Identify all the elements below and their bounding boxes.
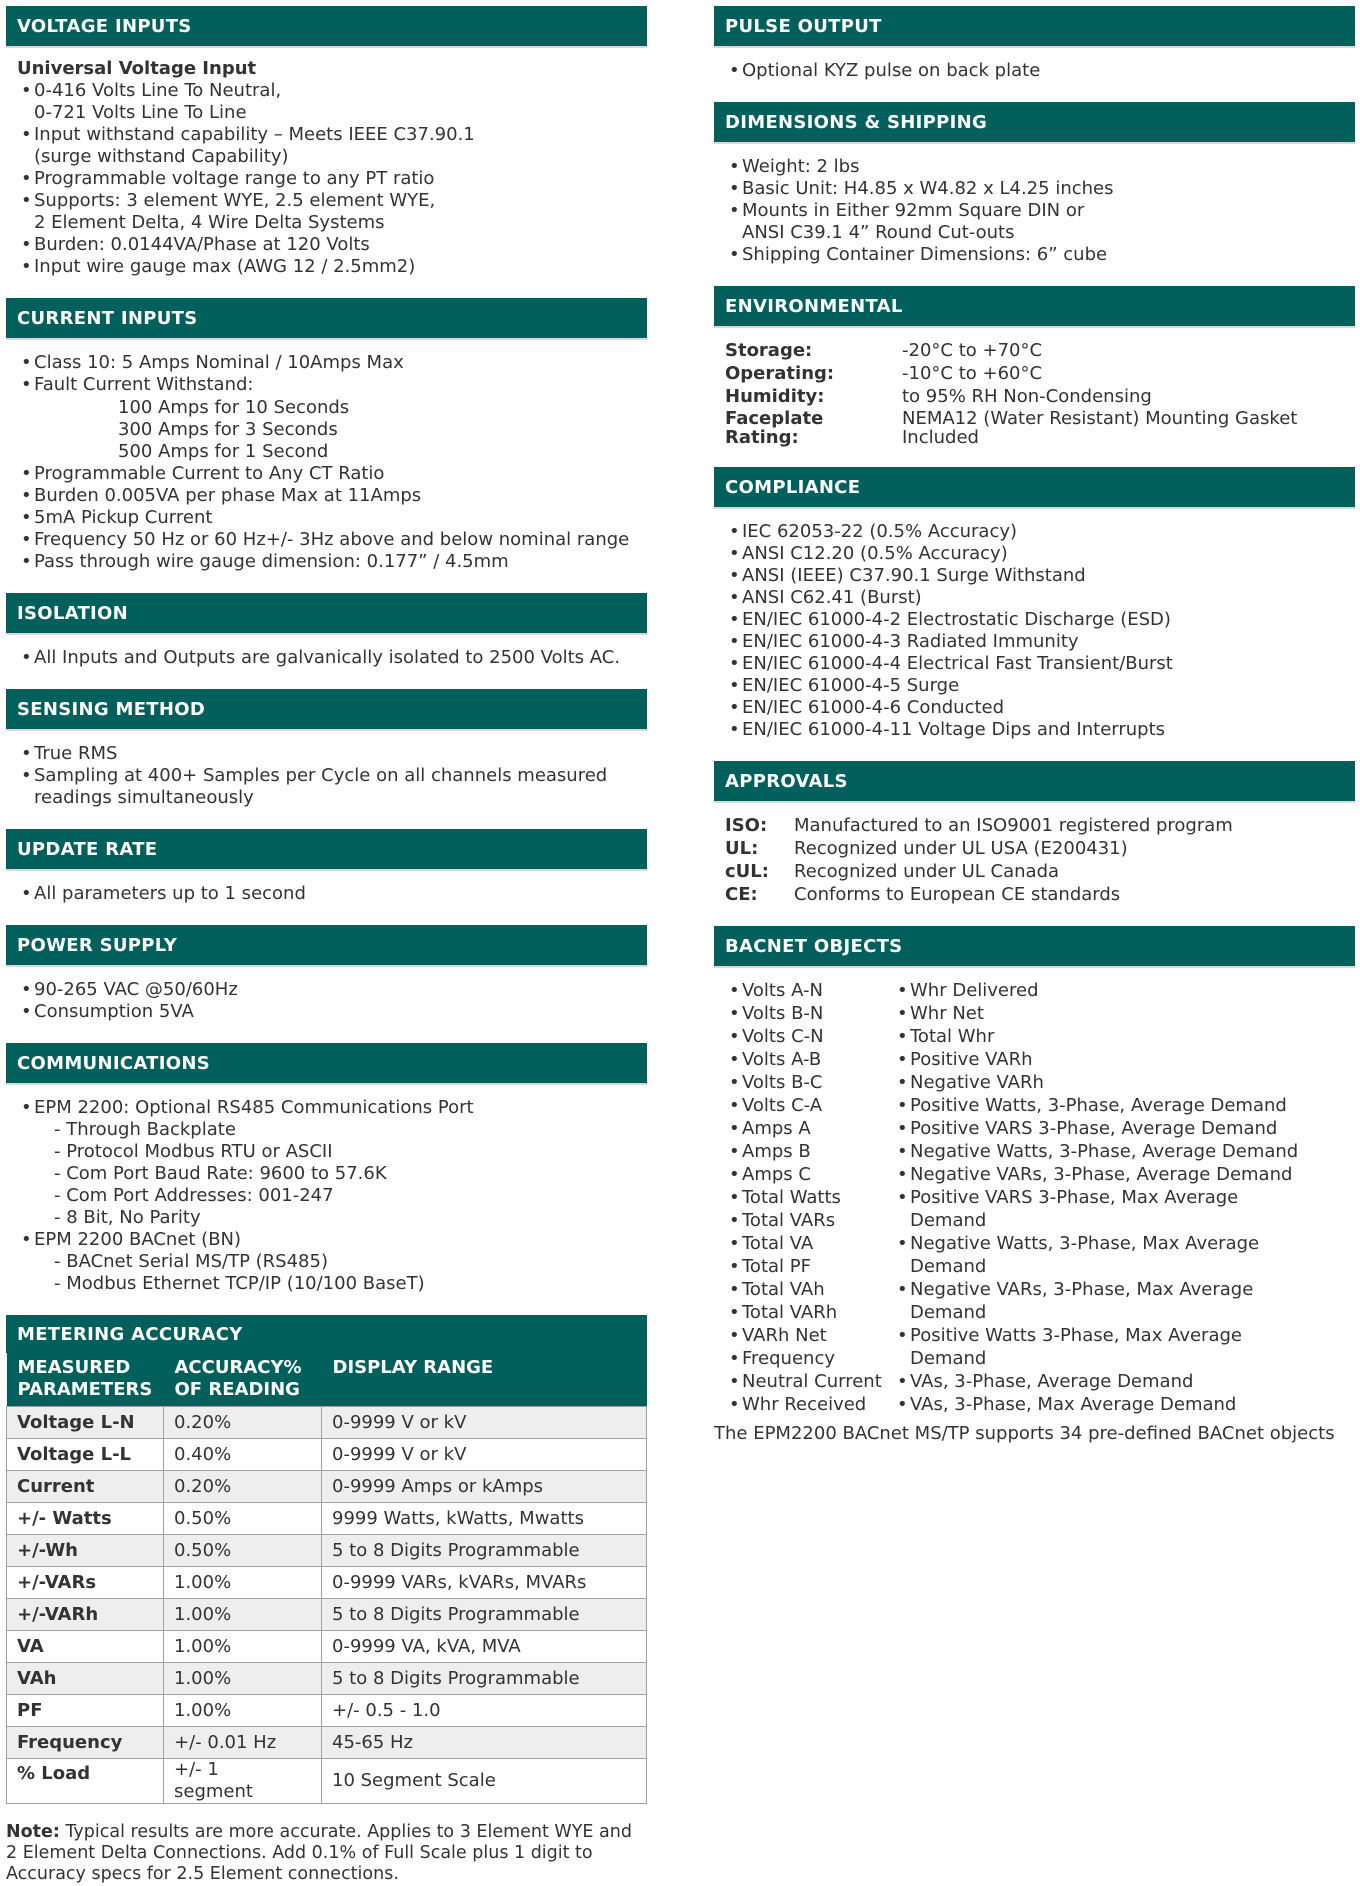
- env-label: Storage:: [725, 340, 813, 361]
- withstand-line: 100 Amps for 10 Seconds: [118, 397, 350, 418]
- list-item: • Optional KYZ pulse on back plate: [725, 60, 1347, 82]
- sub-item: - Com Port Baud Rate: 9600 to 57.6K: [34, 1163, 639, 1185]
- environmental-section: [714, 286, 1355, 447]
- column-header: MEASURED PARAMETERS: [7, 1353, 164, 1407]
- section-header: POWER SUPPLY: [6, 925, 647, 967]
- metering-accuracy-table: [6, 1353, 647, 1804]
- approval-value: Conforms to European CE standards: [794, 884, 1121, 905]
- section-header: COMPLIANCE: [714, 467, 1355, 509]
- list-item: • Pass through wire gauge dimension: 0.177” / 4.5mm: [17, 551, 639, 573]
- list-item: • Total PF: [725, 1256, 893, 1278]
- bacnet-objects-list: [725, 980, 1347, 1417]
- list-item: • Burden: 0.0144VA/Phase at 120 Volts: [17, 234, 639, 256]
- sensing-method-section: [6, 689, 647, 809]
- sub-item: - Through Backplate: [34, 1119, 639, 1141]
- bacnet-footer-note: The EPM2200 BACnet MS/TP supports 34 pre-defined BACnet objects: [714, 1423, 1335, 1444]
- left-column: [6, 6, 647, 1885]
- table-header-row: [7, 1353, 647, 1407]
- table-row: VA 1.00% 0-9999 VA, kVA, MVA: [7, 1631, 647, 1663]
- list-item: • Programmable Current to Any CT Ratio: [17, 463, 639, 485]
- list-item: • ANSI C62.41 (Burst): [725, 587, 1347, 609]
- list-item: • EN/IEC 61000-4-2 Electrostatic Discharge (ESD): [725, 609, 1347, 631]
- column-header: DISPLAY RANGE: [322, 1353, 647, 1407]
- list-item: • Positive Watts 3-Phase, Max Average Demand: [893, 1325, 1347, 1370]
- list-item: • All Inputs and Outputs are galvanically isolated to 2500 Volts AC.: [17, 647, 639, 669]
- list-item: • Volts A-N: [725, 980, 893, 1002]
- list-item: • Total VA: [725, 1233, 893, 1255]
- environmental-list: [725, 340, 1347, 447]
- list-item: • ANSI C12.20 (0.5% Accuracy): [725, 543, 1347, 565]
- env-value: NEMA12 (Water Resistant) Mounting Gasket Included: [902, 408, 1298, 448]
- list-item: • True RMS: [17, 743, 639, 765]
- list-item: • Volts A-B: [725, 1049, 893, 1071]
- section-header: VOLTAGE INPUTS: [6, 6, 647, 48]
- table-row: PF 1.00% +/- 0.5 - 1.0: [7, 1695, 647, 1727]
- list-item: • Amps B: [725, 1141, 893, 1163]
- right-column: [714, 6, 1355, 1465]
- current-inputs-section: [6, 298, 647, 573]
- sub-item: - 8 Bit, No Parity: [34, 1207, 639, 1229]
- list-item: • IEC 62053-22 (0.5% Accuracy): [725, 521, 1347, 543]
- env-value: -10°C to +60°C: [902, 363, 1043, 384]
- voltage-inputs-section: [6, 6, 647, 278]
- table-row: Voltage L-L 0.40% 0-9999 V or kV: [7, 1439, 647, 1471]
- section-header: ISOLATION: [6, 593, 647, 635]
- list-item: • Volts B-N: [725, 1003, 893, 1025]
- list-item: • Total Whr: [893, 1026, 1347, 1048]
- table-row: Voltage L-N 0.20% 0-9999 V or kV: [7, 1407, 647, 1439]
- approval-label: CE:: [725, 884, 758, 905]
- list-item: • EN/IEC 61000-4-4 Electrical Fast Transient/Burst: [725, 653, 1347, 675]
- section-header: COMMUNICATIONS: [6, 1043, 647, 1085]
- list-item: • Volts C-N: [725, 1026, 893, 1048]
- section-header: BACNET OBJECTS: [714, 926, 1355, 968]
- sub-item: - BACnet Serial MS/TP (RS485): [34, 1251, 639, 1273]
- approval-label: UL:: [725, 838, 759, 859]
- env-value: to 95% RH Non-Condensing: [902, 386, 1152, 407]
- list-item: • EN/IEC 61000-4-6 Conducted: [725, 697, 1347, 719]
- table-row: +/-Wh 0.50% 5 to 8 Digits Programmable: [7, 1535, 647, 1567]
- withstand-line: 300 Amps for 3 Seconds: [118, 419, 338, 440]
- list-item: • Shipping Container Dimensions: 6” cube: [725, 244, 1347, 266]
- list-item: • EN/IEC 61000-4-5 Surge: [725, 675, 1347, 697]
- section-header: UPDATE RATE: [6, 829, 647, 871]
- list-item: • Negative VARh: [893, 1072, 1347, 1094]
- isolation-section: [6, 593, 647, 669]
- list-item: • Positive VARS 3-Phase, Average Demand: [893, 1118, 1347, 1140]
- list-item: • Frequency: [725, 1348, 893, 1370]
- list-item: • Positive VARh: [893, 1049, 1347, 1071]
- list-item: • Total VARh: [725, 1302, 893, 1324]
- list-item: • All parameters up to 1 second: [17, 883, 639, 905]
- list-item: • 0-416 Volts Line To Neutral, 0-721 Volts Line To Line: [17, 80, 639, 124]
- list-item: • Positive Watts, 3-Phase, Average Demand: [893, 1095, 1347, 1117]
- update-rate-section: [6, 829, 647, 905]
- list-item: • Weight: 2 lbs: [725, 156, 1347, 178]
- list-item: • Input wire gauge max (AWG 12 / 2.5mm2): [17, 256, 639, 278]
- list-item: • Burden 0.005VA per phase Max at 11Amps: [17, 485, 639, 507]
- list-item: • VAs, 3-Phase, Max Average Demand: [893, 1394, 1347, 1416]
- power-supply-section: [6, 925, 647, 1023]
- approval-value: Recognized under UL Canada: [794, 861, 1060, 882]
- sub-item: - Protocol Modbus RTU or ASCII: [34, 1141, 639, 1163]
- compliance-section: [714, 467, 1355, 741]
- list-item: • Amps C: [725, 1164, 893, 1186]
- table-row: % Load +/- 1 segment 10 Segment Scale: [7, 1759, 647, 1804]
- section-header: DIMENSIONS & SHIPPING: [714, 102, 1355, 144]
- approval-label: ISO:: [725, 815, 768, 836]
- sub-item: - Com Port Addresses: 001-247: [34, 1185, 639, 1207]
- table-row: +/- Watts 0.50% 9999 Watts, kWatts, Mwatts: [7, 1503, 647, 1535]
- pulse-output-section: [714, 6, 1355, 82]
- list-item: • Neutral Current: [725, 1371, 893, 1393]
- env-label: Operating:: [725, 363, 835, 384]
- section-header: PULSE OUTPUT: [714, 6, 1355, 48]
- approvals-list: [725, 815, 1347, 906]
- section-header: APPROVALS: [714, 761, 1355, 803]
- list-item: • Total VARs: [725, 1210, 893, 1232]
- column-header: ACCURACY% OF READING: [164, 1353, 322, 1407]
- list-item: • Whr Received: [725, 1394, 893, 1416]
- approval-value: Recognized under UL USA (E200431): [794, 838, 1128, 859]
- approval-value: Manufactured to an ISO9001 registered program: [794, 815, 1233, 836]
- section-header: SENSING METHOD: [6, 689, 647, 731]
- table-row: VAh 1.00% 5 to 8 Digits Programmable: [7, 1663, 647, 1695]
- section-subtitle: Universal Voltage Input: [17, 58, 257, 79]
- list-item: • Programmable voltage range to any PT ratio: [17, 168, 639, 190]
- accuracy-note: Note: Typical results are more accurate. Applies to 3 Element WYE and 2 Element Delta Connections. Add 0.1% of Full Scale plus 1 digit to Accuracy specs for 2.5 Element connections.: [6, 1822, 632, 1884]
- list-item: • Class 10: 5 Amps Nominal / 10Amps Max: [17, 352, 639, 374]
- list-item: • Whr Net: [893, 1003, 1347, 1025]
- section-header: ENVIRONMENTAL: [714, 286, 1355, 328]
- list-item: • EN/IEC 61000-4-3 Radiated Immunity: [725, 631, 1347, 653]
- approval-label: cUL:: [725, 861, 769, 882]
- env-value: -20°C to +70°C: [902, 340, 1043, 361]
- list-item: • Positive VARS 3-Phase, Max Average Demand: [893, 1187, 1347, 1232]
- list-item: • Negative Watts, 3-Phase, Max Average Demand: [893, 1233, 1347, 1278]
- list-item: • Negative Watts, 3-Phase, Average Demand: [893, 1141, 1347, 1163]
- list-item: • Whr Delivered: [893, 980, 1347, 1002]
- list-item: • Consumption 5VA: [17, 1001, 639, 1023]
- list-item: • EPM 2200 BACnet (BN) - BACnet Serial MS/TP (RS485) - Modbus Ethernet TCP/IP (10/100 BaseT): [17, 1229, 639, 1295]
- list-item: • Mounts in Either 92mm Square DIN or ANSI C39.1 4” Round Cut-outs: [725, 200, 1347, 244]
- withstand-line: 500 Amps for 1 Second: [118, 441, 329, 462]
- list-item: • Sampling at 400+ Samples per Cycle on all channels measured readings simultaneously: [17, 765, 639, 809]
- list-item: • Volts C-A: [725, 1095, 893, 1117]
- communications-section: [6, 1043, 647, 1295]
- approvals-section: [714, 761, 1355, 906]
- list-item: • Total VAh: [725, 1279, 893, 1301]
- metering-accuracy-section: [6, 1315, 647, 1885]
- list-item: • VARh Net: [725, 1325, 893, 1347]
- sub-item: - Modbus Ethernet TCP/IP (10/100 BaseT): [34, 1273, 639, 1295]
- env-label: Faceplate Rating:: [725, 408, 824, 448]
- list-item: • Negative VARs, 3-Phase, Max Average Demand: [893, 1279, 1347, 1324]
- section-header: CURRENT INPUTS: [6, 298, 647, 340]
- list-item: • Volts B-C: [725, 1072, 893, 1094]
- list-item: • Frequency 50 Hz or 60 Hz+/- 3Hz above and below nominal range: [17, 529, 639, 551]
- env-label: Humidity:: [725, 386, 825, 407]
- list-item: • 90-265 VAC @50/60Hz: [17, 979, 639, 1001]
- table-row: +/-VARs 1.00% 0-9999 VARs, kVARs, MVARs: [7, 1567, 647, 1599]
- list-item: • Amps A: [725, 1118, 893, 1140]
- list-item: • Supports: 3 element WYE, 2.5 element WYE, 2 Element Delta, 4 Wire Delta Systems: [17, 190, 639, 234]
- list-item: • Negative VARs, 3-Phase, Average Demand: [893, 1164, 1347, 1186]
- dimensions-section: [714, 102, 1355, 266]
- list-item: • Input withstand capability – Meets IEEE C37.90.1 (surge withstand Capability): [17, 124, 639, 168]
- section-header: METERING ACCURACY: [6, 1315, 647, 1353]
- bacnet-objects-section: [714, 926, 1355, 1445]
- list-item: • Fault Current Withstand: 100 Amps for 10 Seconds 300 Amps for 3 Seconds 500 Amps for 1 Second: [17, 374, 639, 463]
- list-item: • Basic Unit: H4.85 x W4.82 x L4.25 inches: [725, 178, 1347, 200]
- list-item: • VAs, 3-Phase, Average Demand: [893, 1371, 1347, 1393]
- table-row: Frequency +/- 0.01 Hz 45-65 Hz: [7, 1727, 647, 1759]
- list-item: • EPM 2200: Optional RS485 Communications Port - Through Backplate - Protocol Modbus RTU or ASCII - Com Port Baud Rate: 9600 to 57.6K - Com Port Addresses: 001-247 - 8 Bit, No Parity: [17, 1097, 639, 1229]
- table-row: Current 0.20% 0-9999 Amps or kAmps: [7, 1471, 647, 1503]
- list-item: • ANSI (IEEE) C37.90.1 Surge Withstand: [725, 565, 1347, 587]
- list-item: • 5mA Pickup Current: [17, 507, 639, 529]
- list-item: • Total Watts: [725, 1187, 893, 1209]
- table-row: +/-VARh 1.00% 5 to 8 Digits Programmable: [7, 1599, 647, 1631]
- list-item: • EN/IEC 61000-4-11 Voltage Dips and Interrupts: [725, 719, 1347, 741]
